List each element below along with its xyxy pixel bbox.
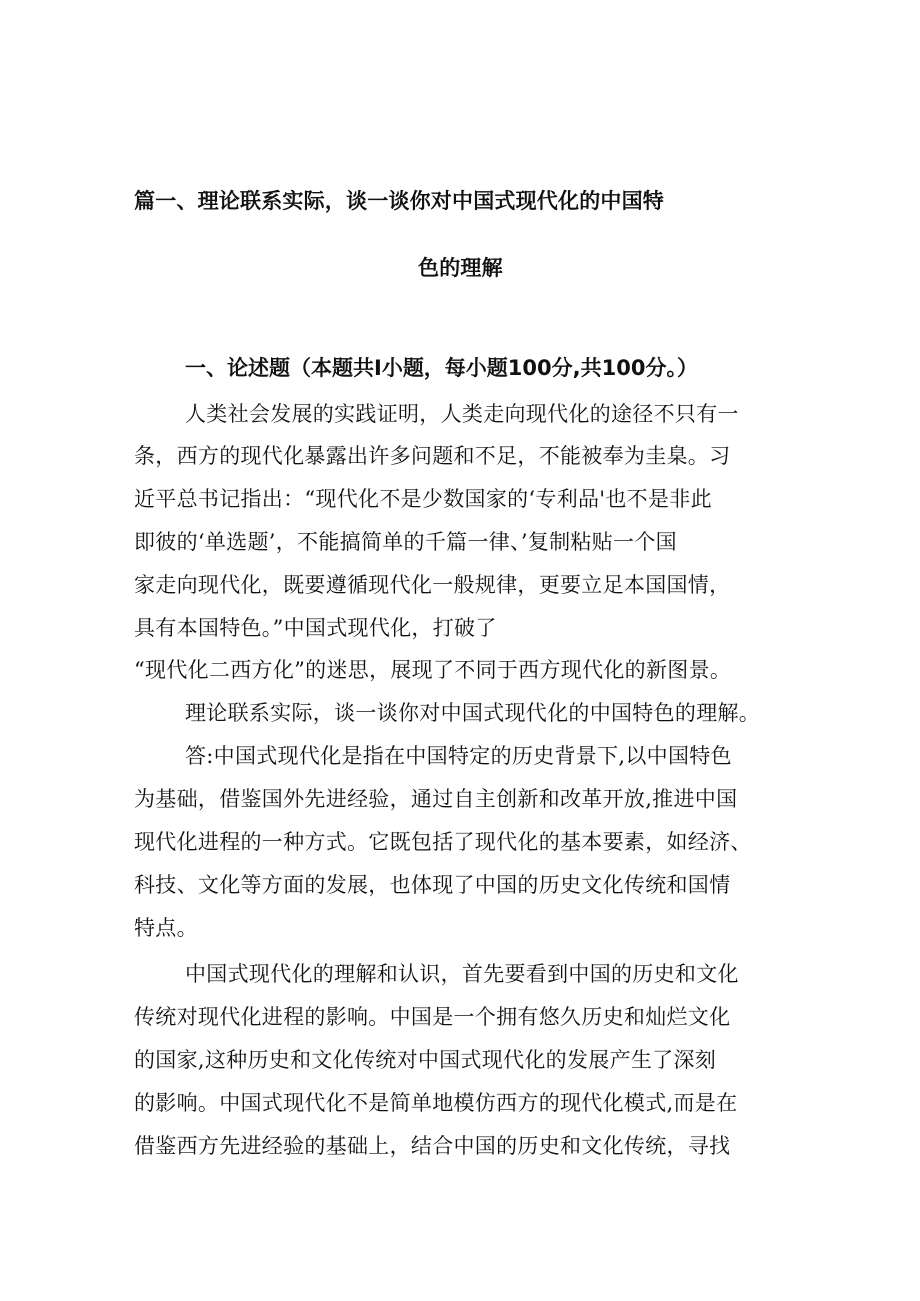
document-title-line-1: 篇一、理论联系实际，谈一谈你对中国式现代化的中国特: [134, 189, 664, 213]
paragraph-1-line-2: 条，西方的现代化暴露出许多问题和不足，不能被奉为圭臬。习: [134, 444, 731, 468]
paragraph-4-line-3: 的国家,这种历史和文化传统对中国式现代化的发展产生了深刻: [134, 1048, 717, 1072]
paragraph-1-line-4: 即彼的‘单选题’，不能搞简单的千篇一律、’复制粘贴一个国: [134, 530, 677, 554]
paragraph-1-line-5: 家走向现代化，既要遵循现代化一般规律，更要立足本国国情，: [134, 573, 731, 597]
paragraph-3-line-1: 答:中国式现代化是指在中国特定的历史背景下,以中国特色: [185, 744, 732, 768]
paragraph-1-line-6: 具有本国特色。”中国式现代化，打破了: [134, 616, 497, 640]
paragraph-3-line-4: 科技、文化等方面的发展，也体现了中国的历史文化传统和国情: [134, 873, 731, 897]
paragraph-1-line-1: 人类社会发展的实践证明，人类走向现代化的途径不只有一: [185, 402, 739, 426]
section-heading: 一、论述题（本题共I小题，每小题100分,共100分。）: [185, 356, 698, 380]
paragraph-4-line-2: 传统对现代化进程的影响。中国是一个拥有悠久历史和灿烂文化: [134, 1005, 731, 1029]
paragraph-1-line-3: 近平总书记指出：“现代化不是少数国家的‘专利品'也不是非此: [134, 487, 712, 511]
paragraph-3-line-5: 特点。: [134, 916, 198, 940]
paragraph-2-line-1: 理论联系实际，谈一谈你对中国式现代化的中国特色的理解。: [185, 701, 761, 725]
paragraph-3-line-3: 现代化进程的一种方式。它既包括了现代化的基本要素，如经济、: [134, 830, 752, 854]
paragraph-1-line-7: “现代化二西方化”的迷思，展现了不同于西方现代化的新图景。: [134, 658, 732, 682]
paragraph-4-line-4: 的影响。中国式现代化不是简单地模仿西方的现代化模式,而是在: [134, 1091, 738, 1115]
paragraph-4-line-1: 中国式现代化的理解和认识，首先要看到中国的历史和文化: [185, 962, 739, 986]
paragraph-4-line-5: 借鉴西方先进经验的基础上，结合中国的历史和文化传统，寻找: [134, 1134, 731, 1158]
document-title-line-2: 色的理解: [418, 256, 503, 280]
paragraph-3-line-2: 为基础，借鉴国外先进经验，通过自主创新和改革开放,推进中国: [134, 787, 738, 811]
